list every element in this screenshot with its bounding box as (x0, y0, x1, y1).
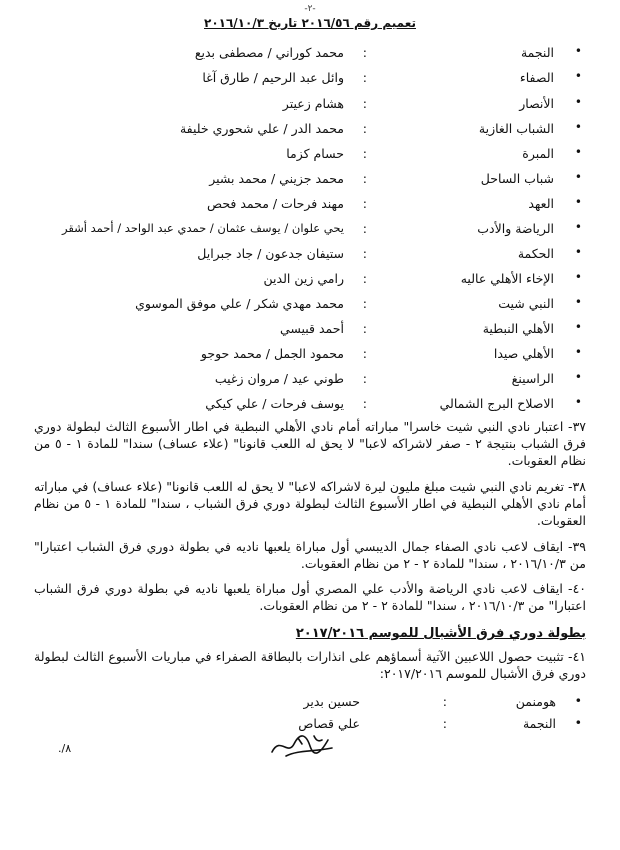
club-name: الراسينغ (511, 371, 554, 386)
decision-number: ٣٩- (568, 539, 586, 554)
club-name: الشباب الغازية (478, 121, 554, 136)
player-name: حسين بدير (303, 694, 360, 709)
decision-paragraph (34, 418, 586, 469)
player-names: أحمد قبيسي (279, 321, 344, 336)
team-row: • الصفاء : وائل عبد الرحيم / طارق آغا (202, 69, 582, 85)
decision-text: ايقاف لاعب نادي الرياضة والأدب علي المصري أول مباراة يلعبها ناديه في بطولة دوري فرق الشباب اعتبارا" من ٢٠١٦/١٠/٣ ، سندا" للمادة ٢ - ٢ من نظام العقوبات. (34, 581, 586, 613)
circular-reference: تعميم رقم ٢٠١٦/٥٦ تاريخ ٢٠١٦/١٠/٣ (204, 16, 416, 30)
decision-number: ٣٧- (568, 419, 586, 434)
club-name: الحكمة (517, 246, 554, 261)
player-names: وائل عبد الرحيم / طارق آغا (202, 70, 344, 85)
club-name: الصفاء (519, 70, 554, 85)
player-names: هشام زعيتر (282, 96, 344, 111)
page-continuation: ./٨ (58, 742, 72, 755)
decision-number: ٤٠- (568, 581, 586, 596)
team-row: • الاصلاح البرج الشمالي : يوسف فرحات / علي كيكي (205, 395, 582, 411)
player-names: محمد جزيني / محمد بشير (209, 171, 344, 186)
player-names: حسام كزما (286, 146, 344, 161)
team-row: • النجمة : محمد كوراني / مصطفى بديع (194, 44, 582, 60)
club-name: النجمة (522, 716, 556, 731)
club-name: المبرة (522, 146, 554, 161)
decision-text: ايقاف لاعب نادي الصفاء جمال الديبسي أول مباراة يلعبها ناديه في بطولة دوري فرق الشباب اعتبارا" من ٢٠١٦/١٠/٣ ، سندا" للمادة ٢ - ٢ من نظام العقوبات. (34, 539, 586, 571)
player-names: محمد الدر / علي شحوري خليفة (179, 121, 344, 136)
decision-paragraph (34, 580, 586, 614)
club-name: الاصلاح البرج الشمالي (439, 396, 554, 411)
player-names: ستيفان جدعون / جاد جبرايل (197, 246, 344, 261)
team-row: • الشباب الغازية : محمد الدر / علي شحوري خليفة (179, 120, 582, 136)
club-name: شباب الساحل (480, 171, 554, 186)
club-name: الإخاء الأهلي عاليه (460, 271, 554, 286)
page-number: -٢- (304, 4, 316, 14)
club-name: العهد (528, 196, 554, 211)
team-row: • الراسينغ : طوني عيد / مروان زغيب (214, 370, 582, 386)
player-names: رامي زين الدين (263, 271, 344, 286)
team-row: • الحكمة : ستيفان جدعون / جاد جبرايل (197, 245, 582, 261)
section-title: بطولة دوري فرق الأشبال للموسم ٢٠١٧/٢٠١٦ (295, 626, 586, 641)
team-row: • الأنصار : هشام زعيتر (282, 95, 582, 111)
club-name: الأهلي صيدا (493, 346, 554, 361)
decision-paragraph (34, 538, 586, 572)
team-row: • الرياضة والأدب : يحي علوان / يوسف عثمان / حمدي عبد الواحد / أحمد أشقر (61, 220, 582, 236)
youth-row: • النجمة : علي قصاص (298, 715, 582, 731)
team-row: • النبي شيت : محمد مهدي شكر / علي موفق الموسوي (135, 295, 582, 311)
decision-text: اعتبار نادي النبي شيت خاسرا" مباراته أمام نادي الأهلي النبطية في اطار الأسبوع الثالث لبطولة دوري فرق الشباب بنتيجة ٢ - صفر لاشراكه لاعبا" لا يحق له اللعب قانونا" (علاء عساف) سندا" للمادة ١ - ٥ من نظام العقوبات. (34, 419, 586, 468)
player-names: محمد مهدي شكر / علي موفق الموسوي (135, 296, 344, 311)
document-header (0, 16, 620, 30)
signature-image (268, 726, 338, 762)
club-name: الرياضة والأدب (477, 221, 554, 236)
team-row: • العهد : مهند فرحات / محمد فحص (207, 195, 582, 211)
club-name: الأنصار (519, 96, 554, 111)
club-name: الأهلي النبطية (482, 321, 554, 336)
decision-text: تغريم نادي النبي شيت مبلغ مليون ليرة لاشراكه لاعبا" لا يحق له اللعب قانونا" (علاء عساف) في مباراته أمام نادي الأهلي النبطية في اطار الأسبوع الثالث لبطولة دوري فرق الشباب ، سندا" للمادة ١ - ٥ من نظام العقوبات. (34, 479, 586, 528)
team-row: • شباب الساحل : محمد جزيني / محمد بشير (209, 170, 582, 186)
player-names: يوسف فرحات / علي كيكي (205, 396, 344, 411)
team-row: • الأهلي النبطية : أحمد قبيسي (279, 320, 582, 336)
team-row: • المبرة : حسام كزما (286, 145, 582, 161)
player-names: محمود الجمل / محمد حوجو (200, 346, 344, 361)
club-name: هومنمن (515, 694, 556, 709)
club-name: النجمة (520, 45, 554, 60)
youth-row: • هومنمن : حسين بدير (303, 693, 582, 709)
decision-text: تثبيت حصول اللاعبين الآتية أسماؤهم على انذارات بالبطاقة الصفراء في مباريات الأسبوع الثالث لبطولة دوري فرق الأشبال للموسم ٢٠١٧/٢٠١٦: (34, 649, 586, 681)
player-names: مهند فرحات / محمد فحص (207, 196, 344, 211)
decision-paragraph (34, 478, 586, 529)
decision-number: ٤١- (568, 649, 586, 664)
player-name: علي قصاص (298, 716, 360, 731)
club-name: النبي شيت (498, 296, 554, 311)
player-names: طوني عيد / مروان زغيب (214, 371, 344, 386)
decision-paragraph (34, 648, 586, 682)
team-row: • الأهلي صيدا : محمود الجمل / محمد حوجو (200, 345, 582, 361)
player-names: يحي علوان / يوسف عثمان / حمدي عبد الواحد / أحمد أشقر (61, 221, 344, 235)
player-names: محمد كوراني / مصطفى بديع (194, 45, 344, 60)
decision-number: ٣٨- (568, 479, 586, 494)
team-row: • الإخاء الأهلي عاليه : رامي زين الدين (263, 270, 582, 286)
